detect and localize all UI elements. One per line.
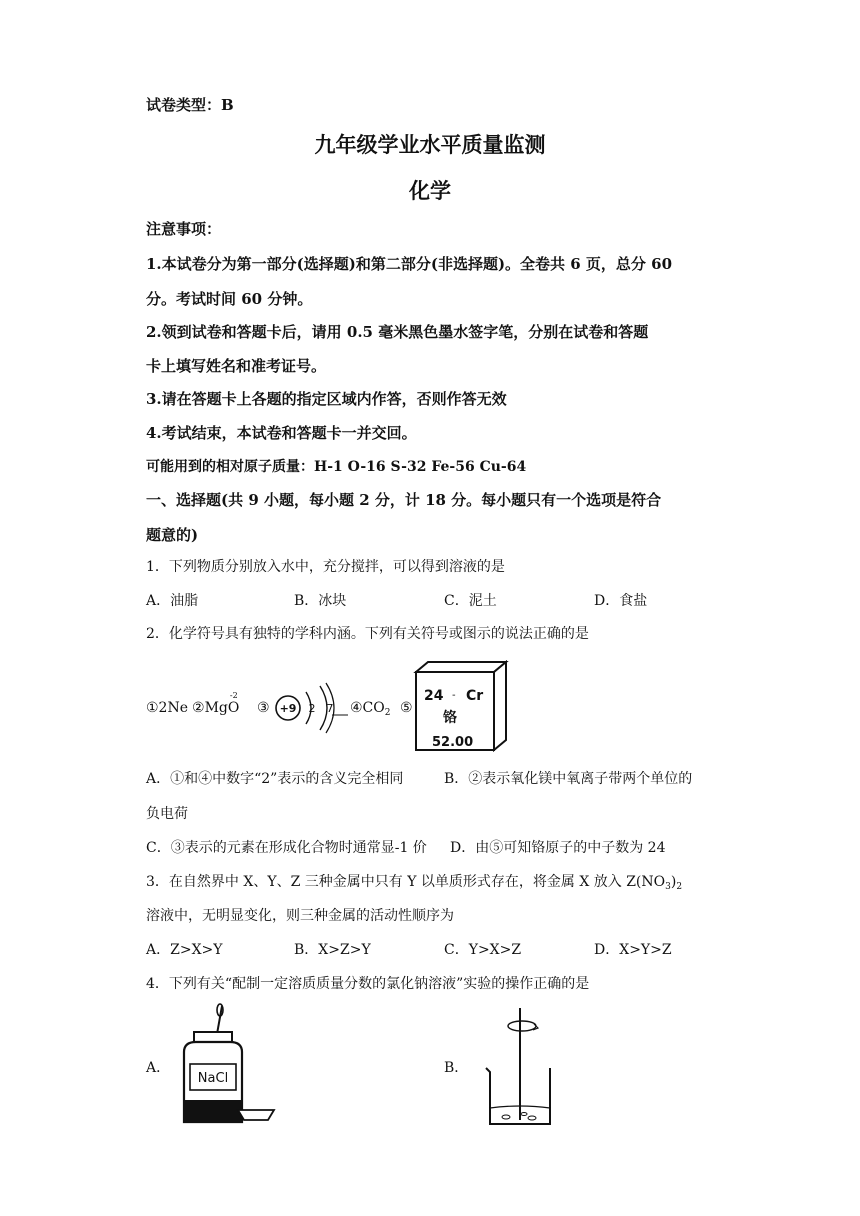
cell-name: 铬	[443, 710, 457, 726]
q3-option-a: A．Z>X>Y	[146, 942, 223, 958]
q1-option-d: D．食盐	[594, 593, 648, 609]
notes-heading: 注意事项：	[146, 220, 222, 238]
q2-symbol-5-index: ⑤	[400, 700, 413, 716]
q3-option-c: C．Y>X>Z	[444, 942, 522, 958]
q2-symbol-2-charge: -2	[229, 691, 238, 700]
atomic-mass-line: 可能用到的相对原子质量：H-1 O-16 S-32 Fe-56 Cu-64	[146, 459, 527, 475]
section-1-heading-line-1: 一、选择题(共 9 小题，每小题 2 分，计 18 分。每小题只有一个选项是符合	[146, 491, 662, 509]
q1-option-b: B．冰块	[294, 593, 347, 609]
q4-option-a: A．	[146, 1060, 171, 1076]
q2-symbol-2-mg: Mg	[204, 700, 228, 716]
cell-atomic-number: 24	[424, 688, 444, 704]
q2-option-b-line-2: 负电荷	[146, 806, 188, 822]
note-1-line-1: 1.本试卷分为第一部分(选择题)和第二部分(非选择题)。全卷共 6 页，总分 60	[146, 255, 673, 273]
q3-stem-text: 3．在自然界中 X、Y、Z 三种金属中只有 Y 以单质形式存在，将金属 X 放入 Z(NO	[146, 874, 666, 890]
q1-option-a: A．油脂	[146, 593, 199, 609]
q2-symbol-4-sub: 2	[384, 708, 391, 718]
beaker-stirring-diagram	[480, 1004, 560, 1128]
note-4: 4.考试结束，本试卷和答题卡一并交回。	[146, 424, 417, 442]
q4-option-b: B．	[444, 1060, 469, 1076]
q2-option-c: C．③表示的元素在形成化合物时通常显-1 价	[146, 840, 427, 856]
atom-nucleus-label: +9	[279, 702, 297, 715]
q1-stem: 1．下列物质分别放入水中，充分搅拌，可以得到溶液的是	[146, 559, 505, 575]
atom-structure-diagram	[270, 678, 350, 738]
atom-shell-1-count: 2	[308, 702, 316, 715]
q2-option-d: D．由⑤可知铬原子的中子数为 24	[450, 840, 666, 856]
nacl-bottle-diagram	[172, 1002, 282, 1126]
exam-title: 九年级学业水平质量监测	[314, 132, 546, 157]
cell-symbol: Cr	[466, 688, 484, 704]
atom-shell-2-count: 7	[326, 702, 334, 715]
q2-symbol-2-o: O	[227, 700, 240, 716]
q2-option-a: A．①和④中数字“2”表示的含义完全相同	[146, 771, 404, 787]
q3-option-d: D．X>Y>Z	[594, 942, 672, 958]
q2-symbol-4-co: ④CO	[350, 700, 385, 716]
paper-type: 试卷类型：B	[146, 96, 234, 114]
periodic-table-cell	[410, 660, 510, 754]
note-3: 3.请在答题卡上各题的指定区域内作答，否则作答无效	[146, 390, 507, 408]
q3-option-b: B．X>Z>Y	[294, 942, 371, 958]
note-2-line-1: 2.领到试卷和答题卡后，请用 0.5 毫米黑色墨水签字笔，分别在试卷和答题	[146, 323, 649, 341]
exam-subject: 化学	[409, 178, 451, 203]
q3-stem-line-2: 溶液中，无明显变化，则三种金属的活动性顺序为	[146, 908, 454, 924]
q3-stem-sub-2: 2	[676, 882, 683, 892]
q3-stem-sub-3: 3	[665, 882, 671, 892]
q2-symbol-2	[192, 691, 240, 718]
q1-option-c: C．泥土	[444, 593, 497, 609]
svg-text:-: -	[452, 690, 456, 701]
q2-symbol-2-index: ②	[192, 700, 205, 716]
note-2-line-2: 卡上填写姓名和准考证号。	[146, 357, 327, 375]
bottle-label-text: NaCl	[197, 1071, 229, 1086]
section-1-heading-line-2: 题意的)	[146, 526, 199, 544]
note-1-line-2: 分。考试时间 60 分钟。	[146, 290, 313, 308]
q4-stem: 4．下列有关“配制一定溶质质量分数的氯化钠溶液”实验的操作正确的是	[146, 976, 590, 992]
q2-symbol-4	[350, 698, 390, 723]
q3-stem-paren: )	[670, 874, 677, 890]
q2-symbol-1: ①2Ne	[146, 700, 188, 716]
q2-symbol-3-index: ③	[257, 700, 270, 716]
q2-option-b-line-1: B．②表示氧化镁中氧离子带两个单位的	[444, 771, 693, 787]
q3-stem-line-1	[146, 872, 682, 897]
q2-stem: 2．化学符号具有独特的学科内涵。下列有关符号或图示的说法正确的是	[146, 626, 589, 642]
cell-atomic-mass: 52.00	[432, 735, 474, 750]
